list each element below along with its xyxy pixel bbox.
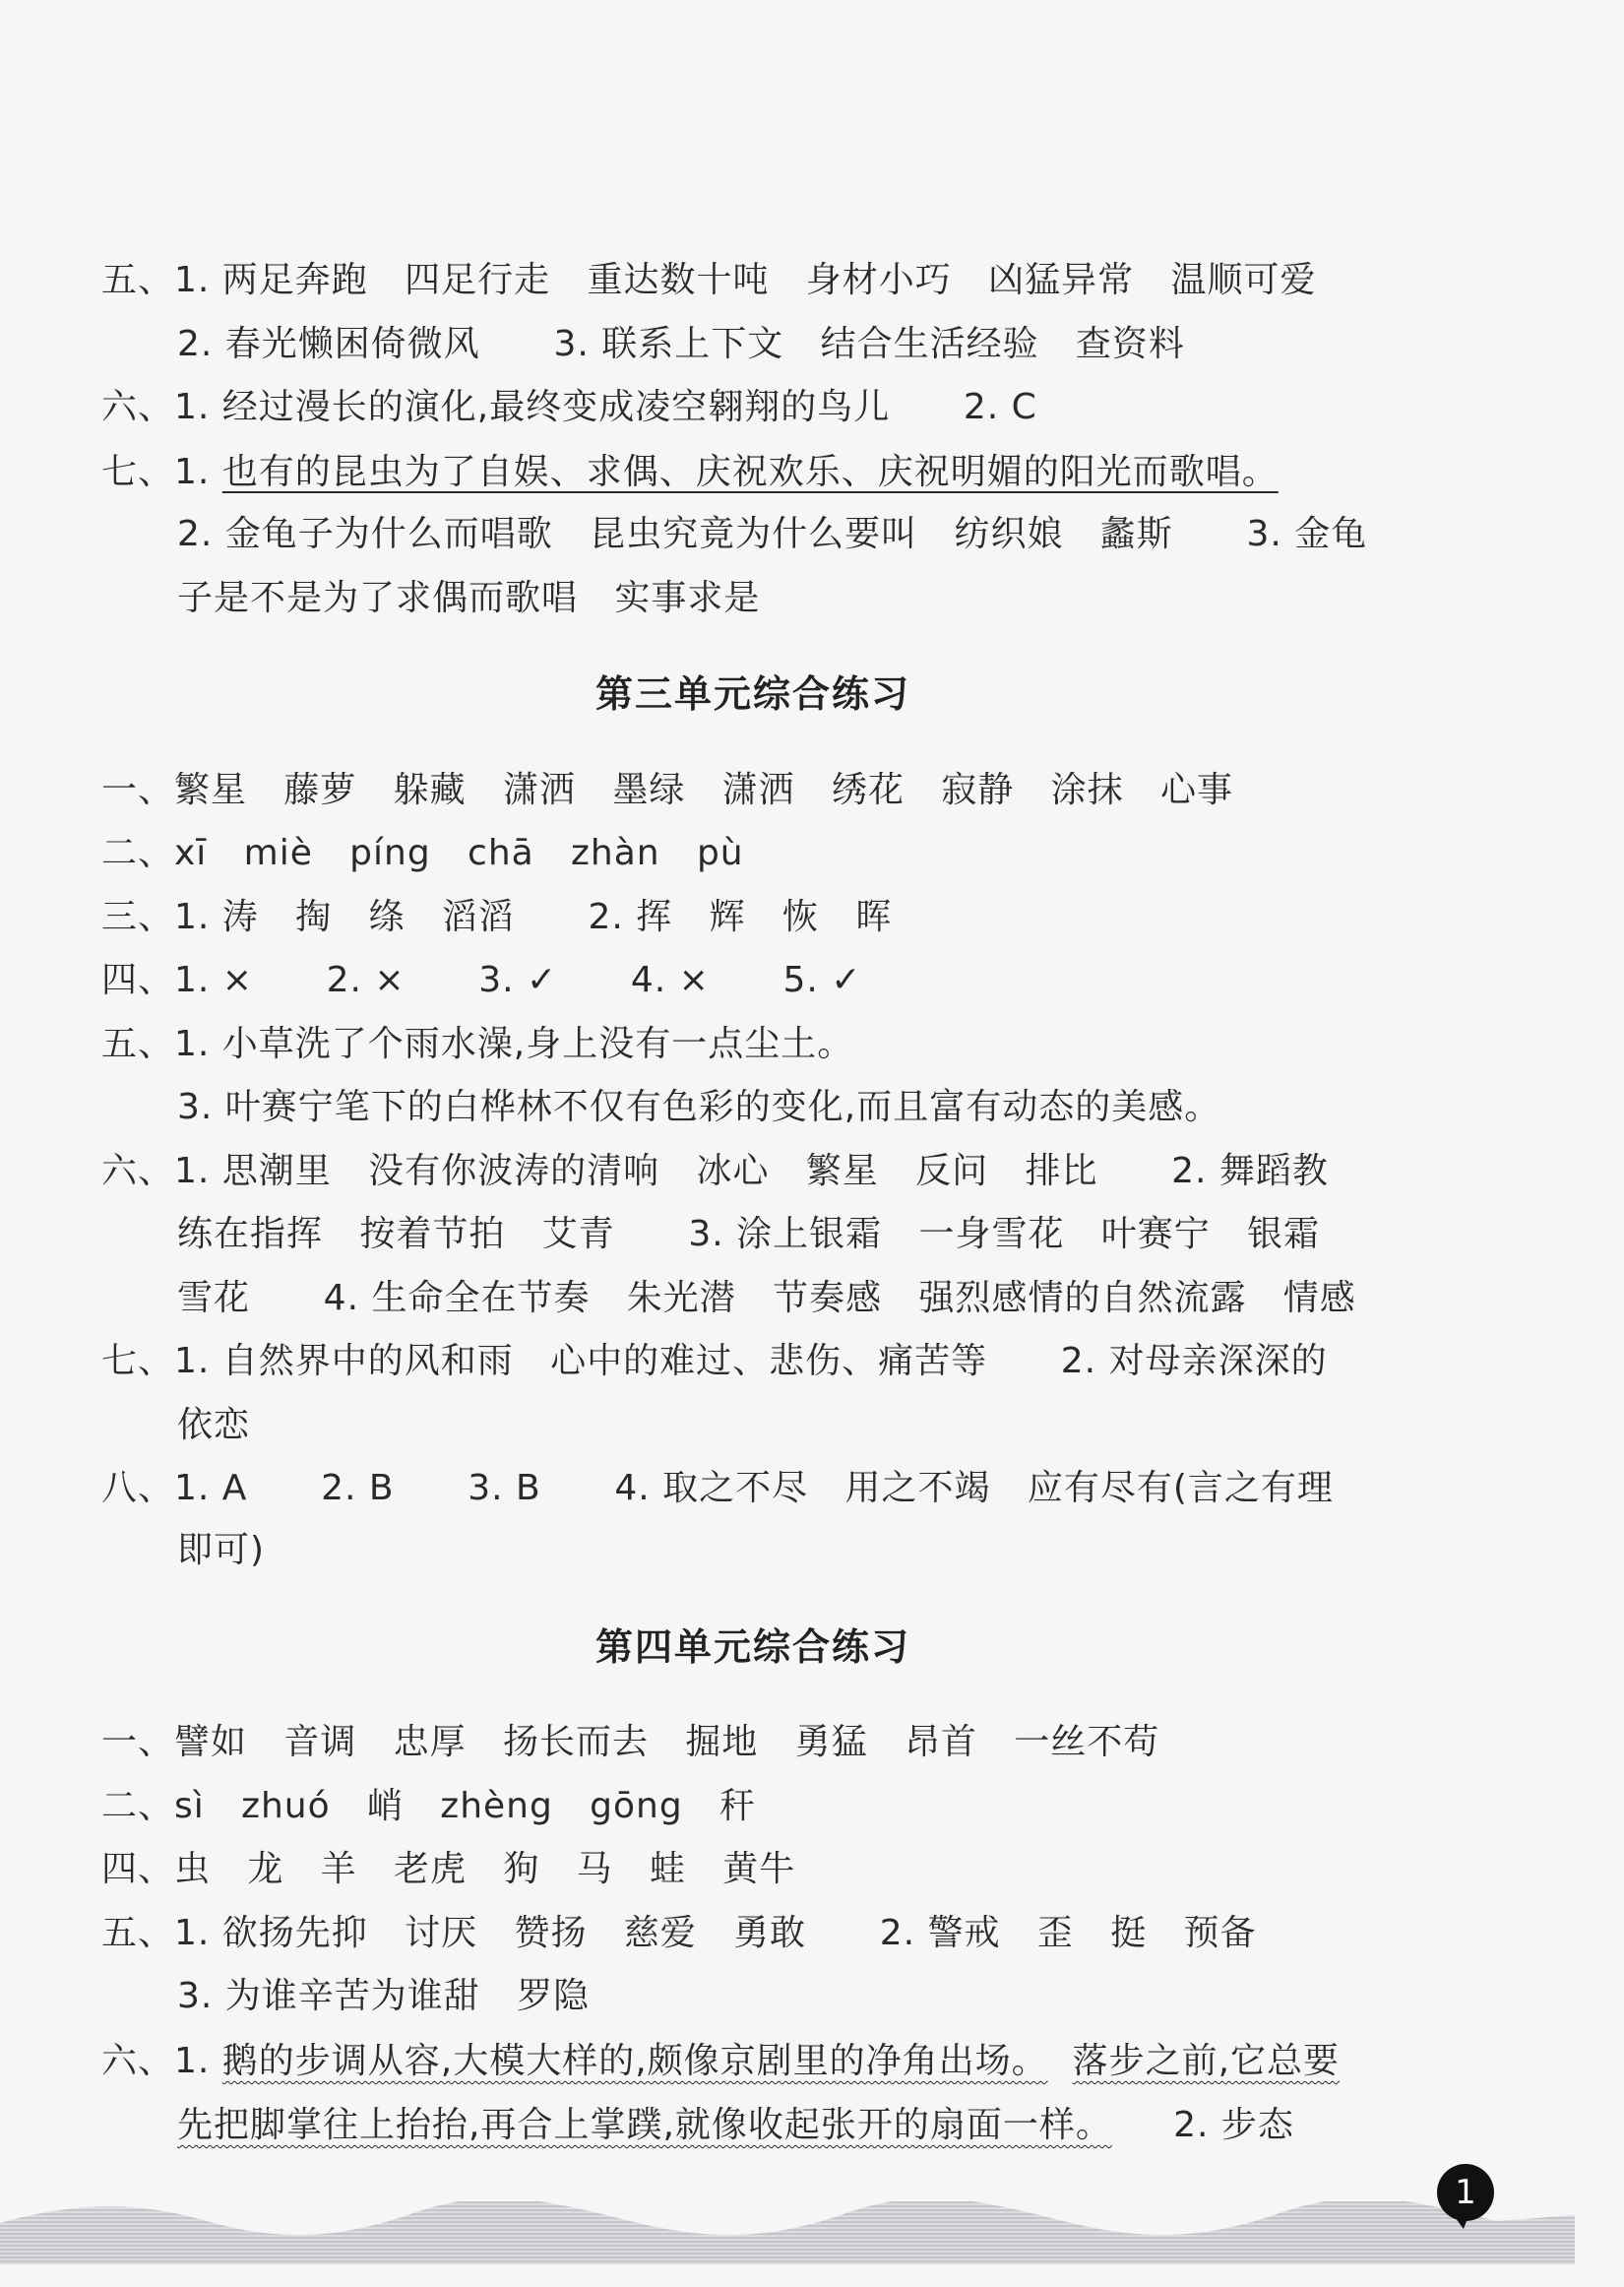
answer-text: 四、虫 龙 羊 老虎 狗 马 蛙 黄牛: [101, 1849, 796, 1889]
answer-text: 五、1. 欲扬先抑 讨厌 赞扬 慈爱 勇敢 2. 警戒 歪 挺 预备: [101, 1913, 1257, 1953]
answer-text: 练在指挥 按着节拍 艾青 3. 涂上银霜 一身雪花 叶赛宁 银霜: [177, 1214, 1321, 1254]
answer-line: [101, 2038, 1340, 2085]
answer-text: 雪花 4. 生命全在节奏 朱光潜 节奏感 强烈感情的自然流露 情感: [177, 1278, 1356, 1318]
answer-text: 2. 步态: [1111, 2105, 1294, 2145]
answer-line: [177, 575, 760, 622]
answer-line: [101, 257, 1316, 304]
answer-line: [101, 1338, 1328, 1385]
answer-line: [101, 957, 861, 1004]
answer-line: [177, 1211, 1320, 1258]
answer-text: [1048, 2041, 1073, 2081]
answer-line: [101, 1910, 1257, 1957]
answer-line: [177, 1527, 265, 1574]
answer-line: [101, 1465, 1334, 1512]
answer-text: 七、1. 自然界中的风和雨 心中的难过、悲伤、痛苦等 2. 对母亲深深的: [101, 1341, 1328, 1381]
answer-text: 七、1.: [101, 452, 222, 492]
answer-line: [101, 1783, 756, 1830]
section-title: 第四单元综合练习: [594, 1625, 910, 1669]
answer-line: [177, 1275, 1356, 1322]
page-number-badge: 1: [1437, 2164, 1494, 2221]
answer-text: 五、1. 小草洗了个雨水澡,身上没有一点尘土。: [101, 1024, 854, 1064]
answer-text: 六、1. 经过漫长的演化,最终变成凌空翱翔的鸟儿 2. C: [101, 387, 1037, 427]
answer-text: 依恋: [177, 1405, 251, 1445]
answer-line: [101, 767, 1233, 814]
answer-line: [177, 1973, 590, 2020]
answer-text: 八、1. A 2. B 3. B 4. 取之不尽 用之不竭 应有尽有(言之有理: [101, 1468, 1334, 1508]
answer-text: 六、1. 思潮里 没有你波涛的清响 冰心 繁星 反问 排比 2. 舞蹈教: [101, 1151, 1329, 1191]
answer-line: [177, 1084, 1220, 1131]
answer-text: 2. 春光懒困倚微风 3. 联系上下文 结合生活经验 查资料: [177, 324, 1185, 364]
answer-text: 3. 叶赛宁笔下的白桦林不仅有色彩的变化,而且富有动态的美感。: [177, 1087, 1221, 1127]
underlined-answer-text: 鹅的步调从容,大模大样的,颇像京剧里的净角出场。: [221, 2041, 1048, 2081]
answer-text: 一、繁星 藤萝 躲藏 潇洒 墨绿 潇洒 绣花 寂静 涂抹 心事: [101, 770, 1233, 810]
answer-line: [101, 830, 744, 877]
answer-text: 五、1. 两足奔跑 四足行走 重达数十吨 身材小巧 凶猛异常 温顺可爱: [101, 260, 1317, 300]
answer-text: 四、1. × 2. × 3. ✓ 4. × 5. ✓: [101, 960, 862, 1000]
answer-text: 2. 金龟子为什么而唱歌 昆虫究竟为什么要叫 纺织娘 蠡斯 3. 金龟: [177, 514, 1368, 554]
answer-line: [101, 1021, 853, 1068]
answer-text: 即可): [177, 1530, 266, 1570]
answer-line: [101, 384, 1037, 431]
answer-line: [101, 1846, 795, 1893]
answer-line: [177, 2102, 1294, 2149]
answer-line: [101, 894, 892, 941]
answer-line: [101, 449, 1279, 496]
answer-text: 六、1.: [101, 2041, 222, 2081]
answer-text: 三、1. 涛 掏 绦 滔滔 2. 挥 辉 恢 晖: [101, 897, 893, 937]
answer-line: [177, 321, 1185, 368]
answer-text: 3. 为谁辛苦为谁甜 罗隐: [177, 1976, 591, 2016]
answer-line: [177, 1402, 250, 1449]
underlined-answer-text: 落步之前,它总要: [1072, 2041, 1341, 2081]
answer-text: 子是不是为了求偶而歌唱 实事求是: [177, 578, 761, 618]
answer-text: 二、xī miè píng chā zhàn pù: [101, 833, 744, 873]
section-title: 第三单元综合练习: [594, 672, 910, 716]
decorative-wave-band: [0, 2201, 1575, 2264]
answer-line: [101, 1719, 1159, 1766]
answer-text: 一、譬如 音调 忠厚 扬长而去 掘地 勇猛 昂首 一丝不苟: [101, 1722, 1160, 1762]
answer-line: [101, 1148, 1329, 1195]
underlined-answer-text: 也有的昆虫为了自娱、求偶、庆祝欢乐、庆祝明媚的阳光而歌唱。: [221, 452, 1279, 492]
underlined-answer-text: 先把脚掌往上抬抬,再合上掌蹼,就像收起张开的扇面一样。: [177, 2105, 1112, 2145]
answer-line: [177, 511, 1367, 558]
answer-text: 二、sì zhuó 峭 zhèng gōng 秆: [101, 1786, 757, 1826]
